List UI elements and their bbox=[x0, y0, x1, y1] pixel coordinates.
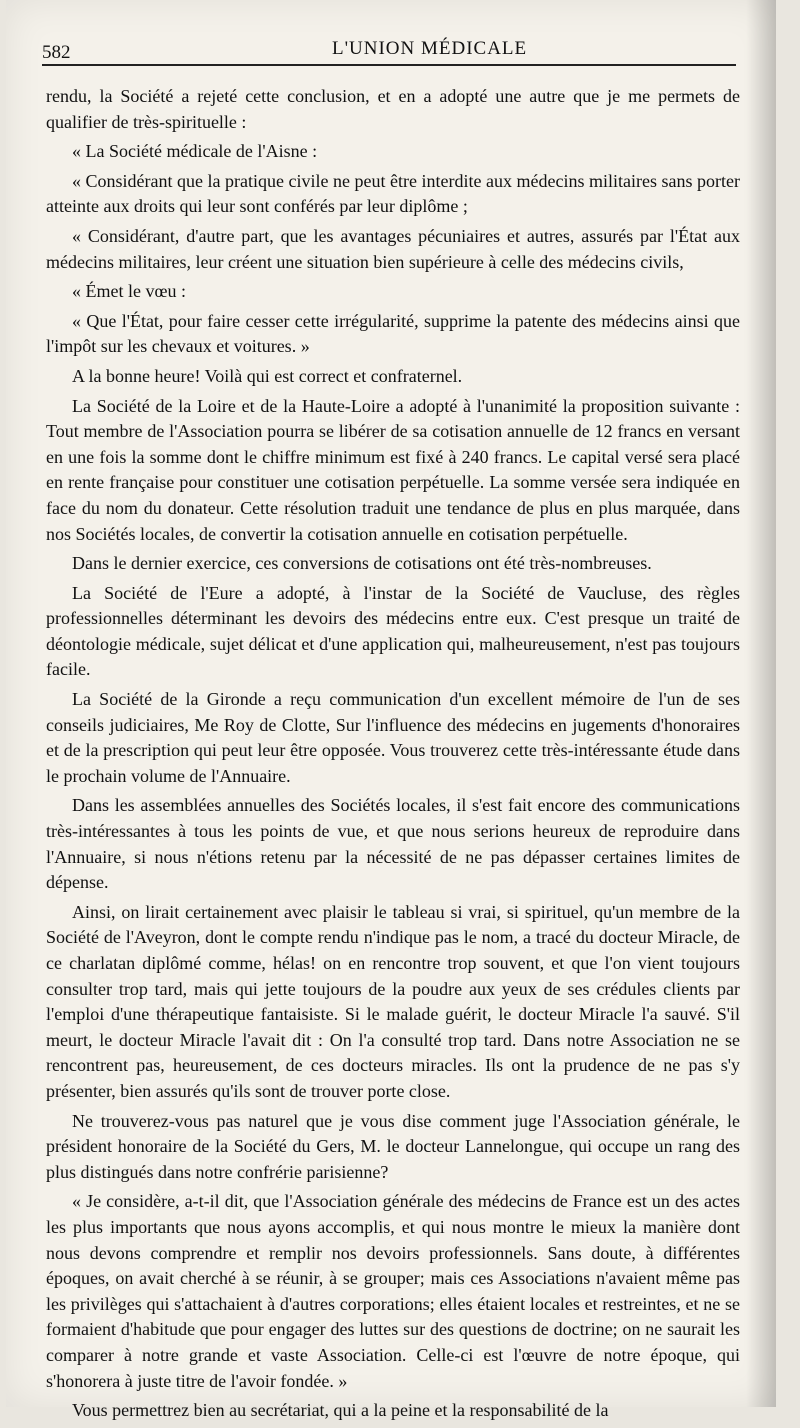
paragraph: Vous permettrez bien au secrétariat, qui a la peine et la responsabilité de la bbox=[72, 1400, 609, 1421]
paragraph: La Société de la Loire et de la Haute-Loire a adopté à l'unanimité la proposition suivante : Tout membre de l'Association pourra se libérer de sa cotisation annuelle de 12 francs en versant en une fois la somme dont le chiffre minimum est fixé à 240 francs. Le capital versé sera placé en rente française pour constituer une cotisation perpétuelle. La somme versée sera indiquée en face du nom du donateur. Cette résolution traduit une tendance de plus en plus marquée, dans nos Sociétés locales, de convertir la cotisation annuelle en cotisation perpétuelle. bbox=[46, 395, 740, 544]
paragraph: Dans le dernier exercice, ces conversions de cotisations ont été très-nombreuses. bbox=[72, 553, 652, 574]
document-page bbox=[6, 0, 776, 1421]
paragraph: « Considérant, d'autre part, que les avantages pécuniaires et autres, assurés par l'État aux médecins militaires, leur créent une situation bien supérieure à celle des médecins civils, bbox=[46, 225, 740, 272]
paragraph: « Émet le vœu : bbox=[72, 281, 186, 302]
paragraph: La Société de l'Eure a adopté, à l'instar de la Société de Vaucluse, des règles professionnelles déterminant les devoirs des médecins entre eux. C'est presque un traité de déontologie médicale, sujet délicat et d'une application qui, malheureusement, n'est pas toujours facile. bbox=[46, 582, 740, 680]
running-title: L'UNION MÉDICALE bbox=[332, 38, 528, 59]
paragraph: rendu, la Société a rejeté cette conclusion, et en a adopté une autre que je me permets de qualifier de très-spirituelle : bbox=[46, 86, 740, 132]
paragraph: « Je considère, a-t-il dit, que l'Association générale des médecins de France est un des actes les plus importants que nous ayons accomplis, et qui nous montre le mieux la manière dont nous devons comprendre et remplir nos devoirs professionnels. Sans doute, à différentes époques, on avait cherché à se réunir, à se grouper; mais ces Associations n'avaient même pas les privilèges qui s'attachaient à d'autres corporations; elles étaient locales et restreintes, et ne se formaient d'habitude que pour engager des luttes sur des questions de doctrine; on ne saurait les comparer à notre grande et vaste Association. Celle-ci est l'œuvre de notre époque, qui s'honorera à juste titre de l'avoir fondée. » bbox=[46, 1191, 740, 1391]
paragraph: La Société de la Gironde a reçu communication d'un excellent mémoire de l'un de ses conseils judiciaires, Me Roy de Clotte, Sur l'influence des médecins en jugements d'honoraires et de la prescription qui peut leur être opposée. Vous trouverez cette très-intéressante étude dans le prochain volume de l'Annuaire. bbox=[46, 689, 740, 786]
paragraph: Ne trouverez-vous pas naturel que je vous dise comment juge l'Association générale, le président honoraire de la Société du Gers, M. le docteur Lannelongue, qui occupe un rang des plus distingués dans notre confrérie parisienne? bbox=[46, 1110, 740, 1182]
paragraph: « Considérant que la pratique civile ne peut être interdite aux médecins militaires sans porter atteinte aux droits qui leur sont conférés par leur diplôme ; bbox=[46, 170, 740, 217]
page-number: 582 bbox=[42, 42, 71, 63]
paragraph: A la bonne heure! Voilà qui est correct et confraternel. bbox=[72, 365, 463, 386]
paragraph: « La Société médicale de l'Aisne : bbox=[72, 141, 318, 162]
page-header bbox=[42, 30, 736, 66]
paragraph: Ainsi, on lirait certainement avec plaisir le tableau si vrai, si spirituel, qu'un membre de la Société de l'Aveyron, dont le compte rendu n'indique pas le nom, a tracé du docteur Miracle, de ce charlatan diplômé comme, hélas! on en rencontre trop souvent, et que l'on vient toujours consulter trop tard, mais qui jette toujours de la poudre aux yeux de ses crédules clients par l'emploi d'une thérapeutique fantaisiste. Si le malade guérit, le docteur Miracle l'a sauvé. S'il meurt, le docteur Miracle l'avait dit : On l'a consulté trop tard. Dans notre Association ne se rencontrent pas, heureusement, de ces docteurs miracles. Ils ont la prudence de ne pas s'y présenter, bien assurés qu'ils sont de trouver porte close. bbox=[46, 901, 740, 1101]
paragraph: « Que l'État, pour faire cesser cette irrégularité, supprime la patente des médecins ainsi que l'impôt sur les chevaux et voitures. » bbox=[46, 310, 740, 357]
paragraph: Dans les assemblées annuelles des Sociétés locales, il s'est fait encore des communications très-intéressantes à tous les points de vue, et que nous serions heureux de reproduire dans l'Annuaire, si nous n'étions retenu par la nécessité de ne pas dépasser certaines limites de dépense. bbox=[46, 795, 740, 893]
body-text bbox=[46, 84, 740, 1428]
